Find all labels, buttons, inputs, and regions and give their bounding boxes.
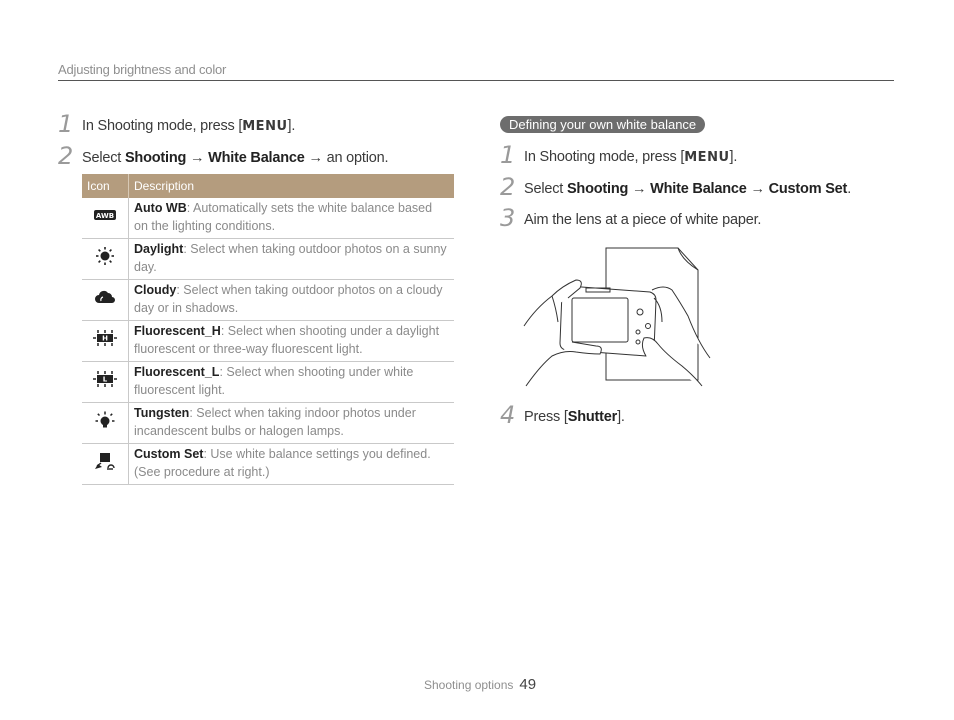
awb-icon	[82, 198, 129, 239]
custom-set-icon	[82, 444, 129, 485]
menu-key: MENU	[242, 119, 288, 134]
right-step-3	[500, 204, 762, 232]
step-text: Aim the lens at a piece of white paper.	[524, 212, 762, 228]
column-header-description: Description	[129, 174, 455, 198]
table-row	[82, 239, 454, 280]
option-name: Auto WB	[134, 201, 187, 215]
menu-path-white-balance: White Balance	[650, 181, 747, 197]
footer-section-label: Shooting options	[424, 678, 514, 692]
menu-path-shooting: Shooting	[124, 150, 187, 166]
row-description	[129, 444, 455, 485]
right-step-2	[500, 173, 852, 201]
table-header-row	[82, 174, 454, 198]
table-row	[82, 444, 454, 485]
svg-text:L: L	[102, 375, 108, 384]
table-row	[82, 362, 454, 403]
step-number: 3	[500, 204, 516, 232]
step-number: 2	[58, 142, 74, 170]
step-number: 1	[500, 141, 516, 169]
option-desc: : Select when taking outdoor photos on a sunny day.	[134, 242, 447, 274]
table-row	[82, 321, 454, 362]
arrow: →	[746, 181, 769, 197]
step-text-end: ].	[287, 118, 296, 134]
row-description	[129, 403, 455, 444]
step-text-end: .	[847, 181, 852, 197]
svg-text:H: H	[102, 334, 108, 343]
table-row	[82, 198, 454, 239]
menu-path-white-balance: White Balance	[208, 150, 305, 166]
menu-path-shooting: Shooting	[566, 181, 629, 197]
right-step-1	[500, 141, 738, 169]
option-name: Cloudy	[134, 283, 177, 297]
fluorescent-l-icon	[82, 362, 129, 403]
menu-key: MENU	[684, 150, 730, 165]
step-text-end: ].	[729, 149, 738, 165]
page-footer	[424, 676, 536, 694]
arrow: →	[186, 150, 209, 166]
header-section-title: Adjusting brightness and color	[58, 62, 227, 77]
arrow: →	[628, 181, 651, 197]
option-desc: : Select when taking indoor photos under incandescent bulbs or halogen lamps.	[134, 406, 416, 438]
step-text: Press [	[524, 409, 568, 425]
shutter-key: Shutter	[567, 409, 618, 425]
option-name: Custom Set	[134, 447, 204, 461]
fluorescent-h-icon	[82, 321, 129, 362]
step-number: 2	[500, 173, 516, 201]
daylight-icon	[82, 239, 129, 280]
svg-text:AWB: AWB	[95, 212, 115, 221]
option-desc: : Automatically sets the white balance based on the lighting conditions.	[134, 201, 433, 233]
option-name: Tungsten	[134, 406, 190, 420]
header-divider	[58, 80, 894, 81]
row-description	[129, 362, 455, 403]
table-row	[82, 280, 454, 321]
row-description	[129, 321, 455, 362]
option-desc: : Select when taking outdoor photos on a cloudy day or in shadows.	[134, 283, 443, 315]
section-pill-custom-wb: Defining your own white balance	[500, 116, 705, 133]
option-name: Fluorescent_H	[134, 324, 221, 338]
white-balance-table	[82, 174, 454, 485]
right-step-4	[500, 401, 625, 429]
step-text-end: ].	[617, 409, 625, 425]
option-desc: : Select when shooting under a daylight fluorescent or three-way fluorescent light.	[134, 324, 440, 356]
camera-white-paper-illustration	[522, 246, 714, 396]
tungsten-icon	[82, 403, 129, 444]
table-row	[82, 403, 454, 444]
page-number: 49	[519, 676, 537, 693]
step-text: Select	[82, 150, 125, 166]
option-desc: : Use white balance settings you defined. (See procedure at right.)	[134, 447, 431, 479]
left-step-2	[58, 142, 389, 170]
column-header-icon: Icon	[82, 174, 129, 198]
step-number: 1	[58, 110, 74, 138]
row-description	[129, 280, 455, 321]
arrow: →	[304, 150, 327, 166]
step-text: Select	[524, 181, 567, 197]
cloudy-icon	[82, 280, 129, 321]
option-name: Daylight	[134, 242, 184, 256]
step-text-end: an option.	[326, 150, 389, 166]
left-step-1	[58, 110, 296, 138]
step-text: In Shooting mode, press [	[524, 149, 685, 165]
step-number: 4	[500, 401, 516, 429]
row-description	[129, 198, 455, 239]
option-desc: : Select when shooting under white fluorescent light.	[134, 365, 414, 397]
menu-path-custom-set: Custom Set	[768, 181, 848, 197]
step-text: In Shooting mode, press [	[82, 118, 243, 134]
option-name: Fluorescent_L	[134, 365, 220, 379]
row-description	[129, 239, 455, 280]
